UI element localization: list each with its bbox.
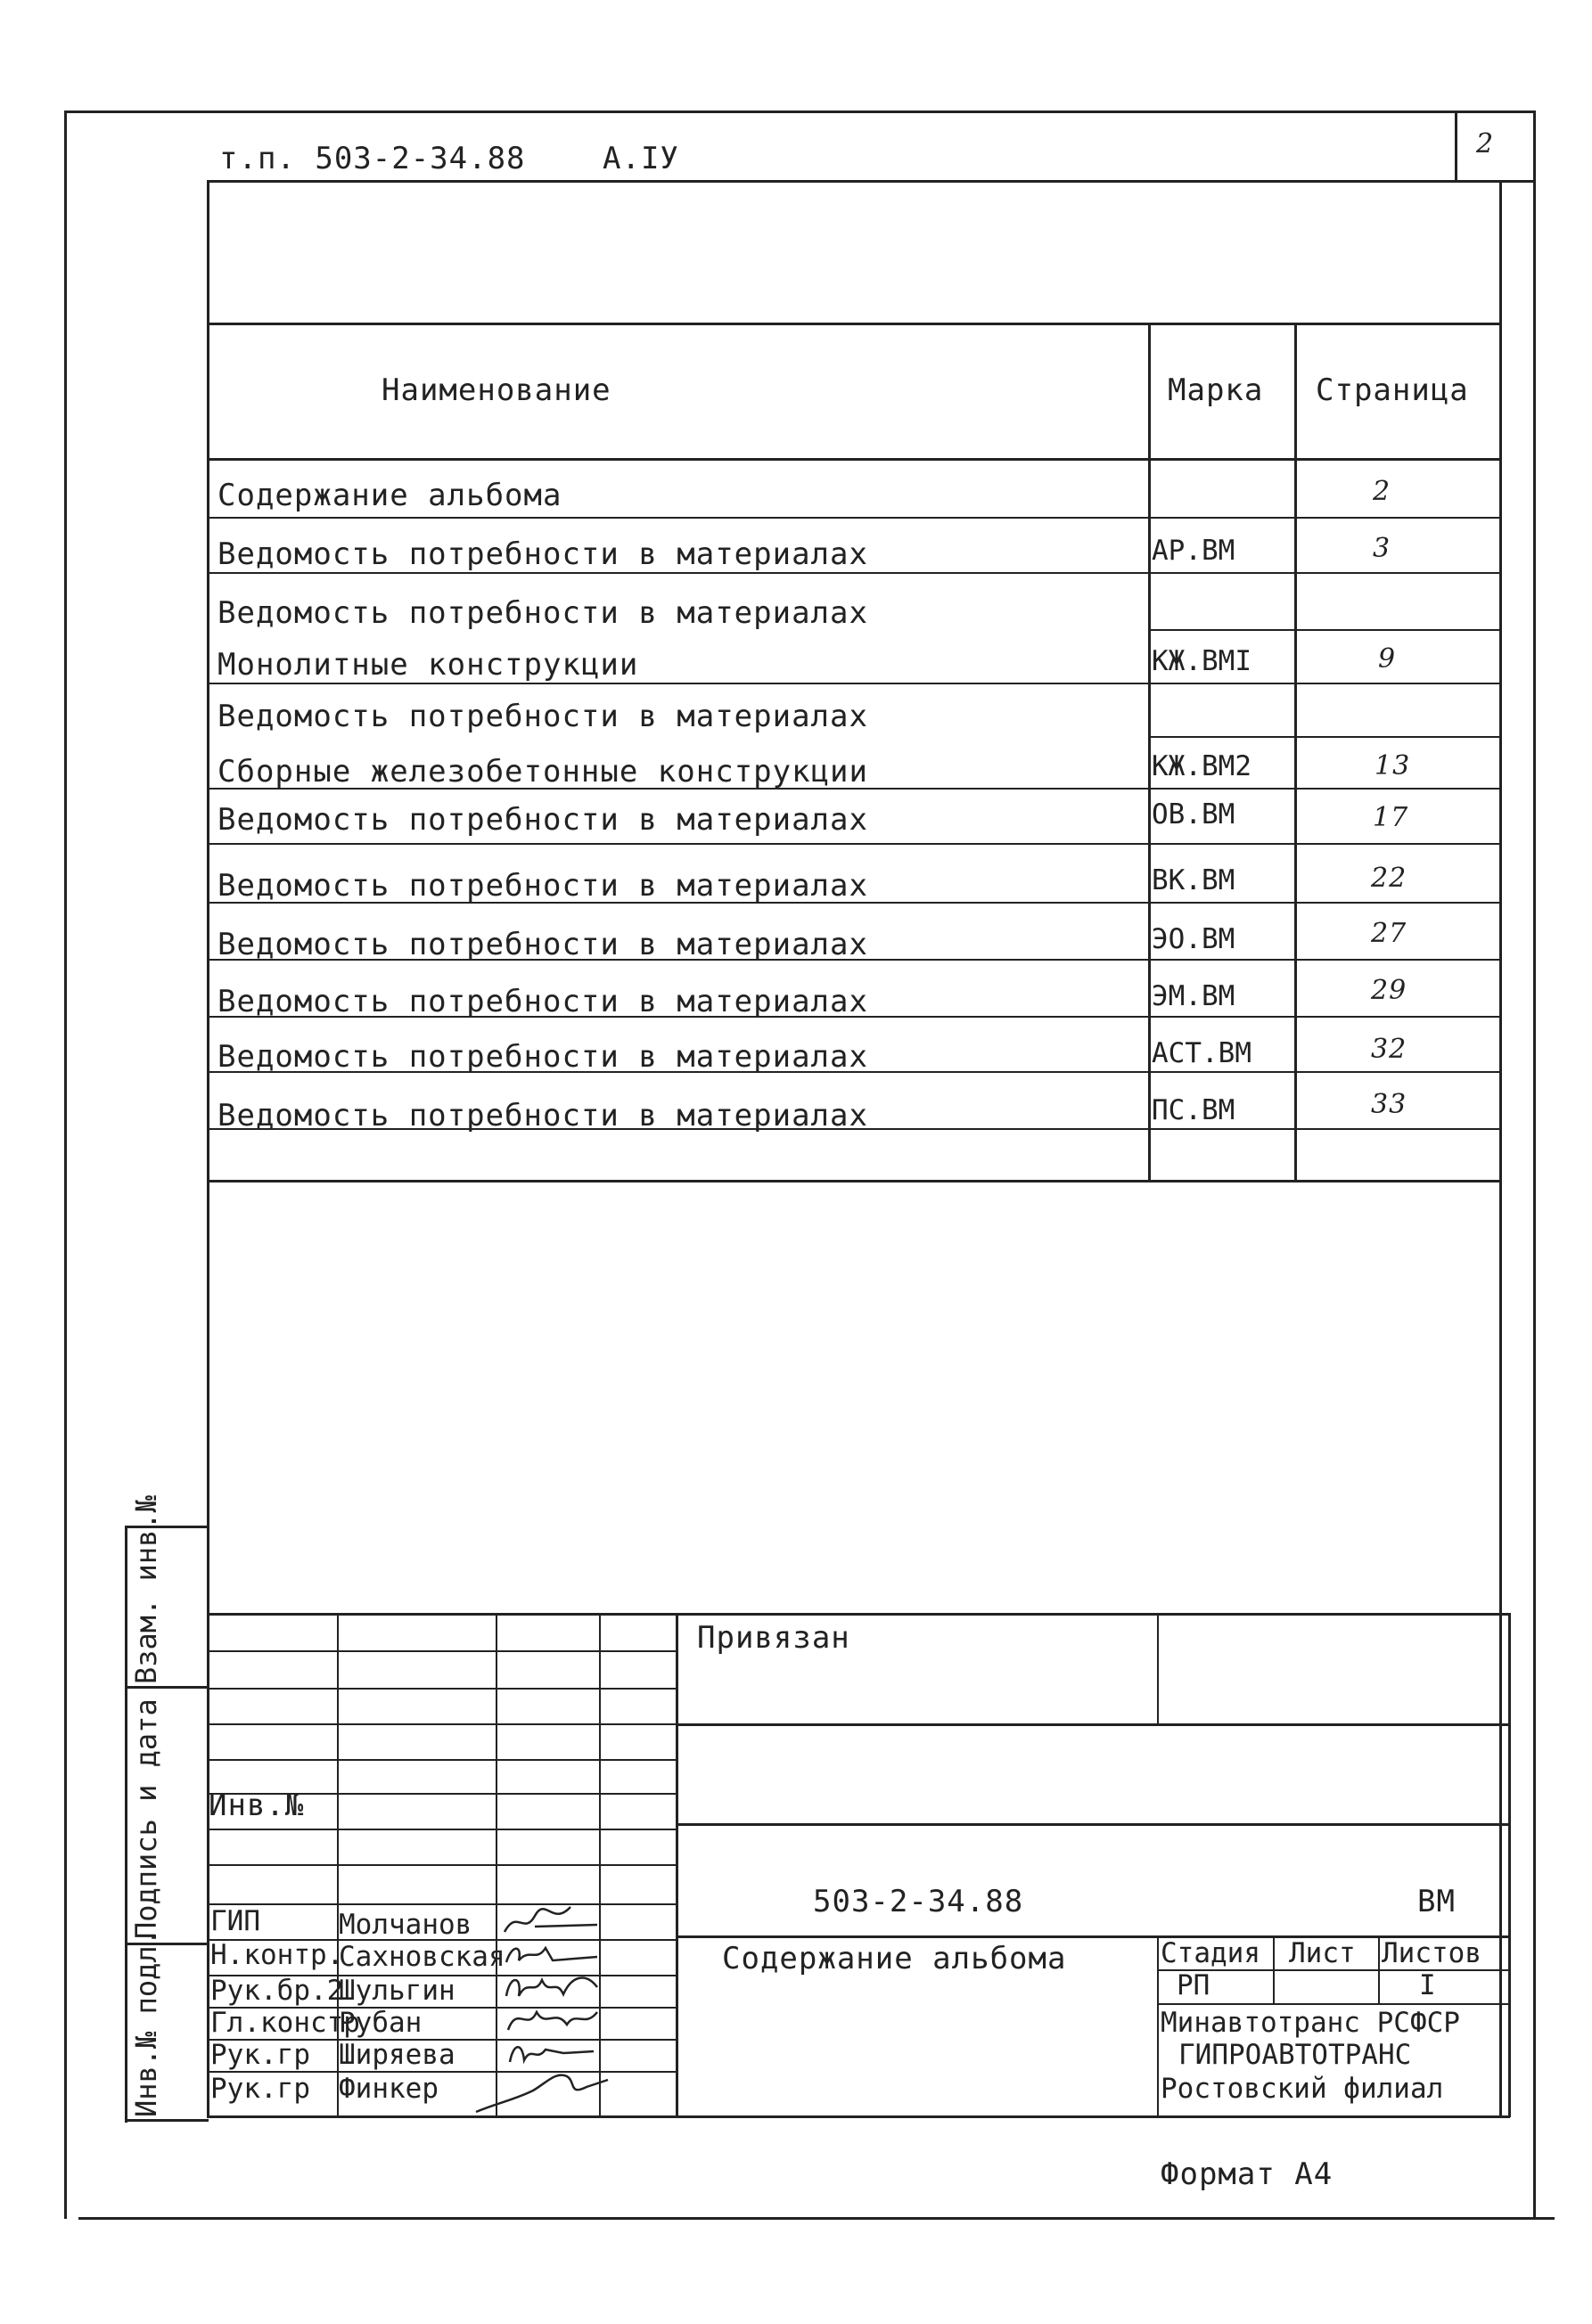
person-name: Шульгин xyxy=(339,1975,455,2007)
table-row-name: Сборные железобетонные конструкции xyxy=(217,754,868,790)
role-label: Рук.бр.2 xyxy=(210,1975,344,2007)
table-row-mark: АСТ.ВМ xyxy=(1152,1037,1251,1069)
table-row-name: Ведомость потребности в материалах xyxy=(217,927,868,962)
inventory-number-label: Инв.№ xyxy=(209,1788,305,1823)
paper-format: Формат А4 xyxy=(1161,2156,1334,2192)
table-row-name: Содержание альбома xyxy=(217,478,562,513)
table-row-page: 27 xyxy=(1371,918,1407,949)
column-header-page: Страница xyxy=(1316,372,1469,408)
organization-line-3: Ростовский филиал xyxy=(1161,2073,1444,2105)
person-name: Ширяева xyxy=(339,2039,455,2071)
table-row-name: Ведомость потребности в материалах xyxy=(217,868,868,904)
signature-shulgin xyxy=(501,1969,606,2005)
table-row-mark: ПС.ВМ xyxy=(1152,1094,1235,1126)
table-row-page: 3 xyxy=(1373,533,1391,564)
table-row-mark: КЖ.ВМ2 xyxy=(1152,750,1251,782)
person-name: Финкер xyxy=(339,2073,439,2105)
signature-sakhnovskaya xyxy=(499,1935,606,1973)
table-row-page: 17 xyxy=(1373,802,1409,833)
table-row-name: Ведомость потребности в материалах xyxy=(217,1039,868,1075)
signature-finker xyxy=(471,2064,613,2117)
table-row-mark: ВК.ВМ xyxy=(1152,864,1235,896)
table-row-mark: ОВ.ВМ xyxy=(1152,798,1235,831)
bound-label: Привязан xyxy=(697,1620,850,1656)
table-row-name: Ведомость потребности в материалах xyxy=(217,1098,868,1133)
side-label-original-inv: Инв.№ подл. xyxy=(129,1928,163,2117)
table-row-name: Ведомость потребности в материалах xyxy=(217,536,868,572)
person-name: Рубан xyxy=(339,2007,423,2039)
table-row-name: Ведомость потребности в материалах xyxy=(217,984,868,1019)
person-name: Молчанов xyxy=(339,1909,472,1941)
table-row-page: 9 xyxy=(1378,643,1397,675)
organization-line-2: ГИПРОАВТОТРАНС xyxy=(1178,2039,1412,2071)
sheet-label: Лист xyxy=(1289,1937,1356,1969)
album-label: А.IУ xyxy=(603,141,679,176)
table-row-name: Монолитные конструкции xyxy=(217,647,639,683)
table-row-mark: ЭМ.ВМ xyxy=(1152,980,1235,1012)
table-row-name: Ведомость потребности в материалах xyxy=(217,699,868,734)
role-label: Рук.гр xyxy=(210,2039,310,2071)
document-code: т.п. 503-2-34.88 xyxy=(219,141,526,176)
table-row-page: 29 xyxy=(1371,975,1407,1006)
role-label: Н.контр. xyxy=(210,1939,344,1971)
table-row-name: Ведомость потребности в материалах xyxy=(217,802,868,838)
organization-line-1: Минавтотранс РСФСР xyxy=(1161,2007,1460,2039)
table-row-page: 22 xyxy=(1371,863,1407,894)
designation-suffix: ВМ xyxy=(1417,1884,1456,1919)
sheets-label: Листов xyxy=(1382,1937,1481,1969)
table-row-page: 2 xyxy=(1373,476,1391,507)
column-header-name: Наименование xyxy=(382,372,611,408)
page-number: 2 xyxy=(1476,128,1495,160)
stage-value: РП xyxy=(1177,1969,1210,2001)
table-row-page: 32 xyxy=(1371,1034,1407,1065)
role-label: Рук.гр xyxy=(210,2073,310,2105)
designation: 503-2-34.88 xyxy=(813,1884,1024,1919)
side-label-signature-date: Подпись и дата xyxy=(129,1698,163,1939)
side-label-replace-inv: Взам. инв.№ xyxy=(129,1495,163,1684)
role-label: ГИП xyxy=(210,1905,260,1937)
table-row-name: Ведомость потребности в материалах xyxy=(217,595,868,631)
sheet-title: Содержание альбома xyxy=(722,1941,1067,1976)
signature-molchanov xyxy=(499,1900,606,1939)
table-row-mark: АР.ВМ xyxy=(1152,535,1235,567)
sheets-value: I xyxy=(1419,1969,1436,2001)
signature-ruban xyxy=(501,2001,606,2037)
table-row-page: 33 xyxy=(1371,1089,1407,1120)
person-name: Сахновская xyxy=(339,1941,505,1973)
table-row-mark: ЭО.ВМ xyxy=(1152,923,1235,955)
table-row-page: 13 xyxy=(1375,750,1411,781)
column-header-mark: Марка xyxy=(1168,372,1264,408)
role-label: Гл.констр xyxy=(210,2007,360,2039)
table-row-mark: КЖ.ВМI xyxy=(1152,645,1251,677)
stage-label: Стадия xyxy=(1161,1937,1260,1969)
